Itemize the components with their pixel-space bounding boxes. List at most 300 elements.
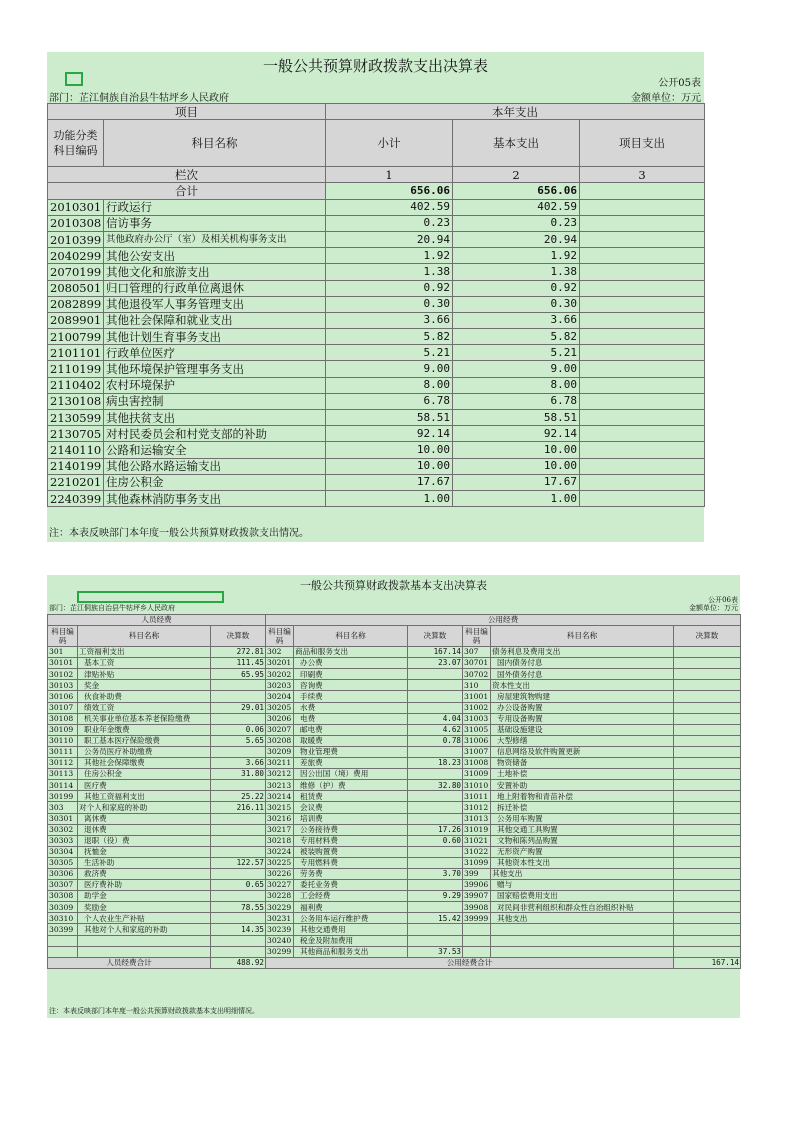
row-name[interactable]	[78, 935, 211, 946]
row-amount[interactable]	[674, 680, 741, 691]
row-name[interactable]: 专用燃料费	[294, 857, 408, 868]
row-amount[interactable]	[211, 946, 266, 957]
row-amount[interactable]	[408, 769, 463, 780]
row-code[interactable]: 30214	[266, 791, 294, 802]
row-code[interactable]: 39999	[463, 913, 491, 924]
row-name[interactable]	[491, 935, 674, 946]
row-code[interactable]: 31019	[463, 824, 491, 835]
row-name[interactable]: 资本性支出	[491, 680, 674, 691]
row-code[interactable]: 30399	[48, 924, 78, 935]
row-subject-name[interactable]: 行政运行	[104, 199, 326, 215]
row-code[interactable]: 30114	[48, 780, 78, 791]
row-amount[interactable]	[211, 680, 266, 691]
row-code[interactable]: 30101	[48, 658, 78, 669]
row-code[interactable]: 2082899	[48, 296, 104, 312]
row-code[interactable]: 31021	[463, 835, 491, 846]
row-subtotal[interactable]: 58.51	[326, 410, 453, 426]
row-subject-name[interactable]: 其他环境保护管理事务支出	[104, 361, 326, 377]
row-code[interactable]: 31006	[463, 735, 491, 746]
row-code[interactable]: 310	[463, 680, 491, 691]
row-code[interactable]: 2100799	[48, 329, 104, 345]
row-amount[interactable]: 29.01	[211, 702, 266, 713]
row-code[interactable]: 30307	[48, 880, 78, 891]
row-name[interactable]: 工资福利支出	[78, 647, 211, 658]
row-code[interactable]: 30301	[48, 813, 78, 824]
row-amount[interactable]	[211, 813, 266, 824]
row-subject-name[interactable]: 其他文化和旅游支出	[104, 264, 326, 280]
row-amount[interactable]	[408, 813, 463, 824]
row-amount[interactable]	[211, 746, 266, 757]
row-basic[interactable]: 1.00	[453, 490, 580, 506]
row-amount[interactable]	[674, 758, 741, 769]
row-amount[interactable]	[674, 824, 741, 835]
row-amount[interactable]: 272.81	[211, 647, 266, 658]
row-code[interactable]: 2010399	[48, 231, 104, 247]
row-name[interactable]: 文物和陈列品购置	[491, 835, 674, 846]
row-amount[interactable]	[211, 935, 266, 946]
row-amount[interactable]: 216.11	[211, 802, 266, 813]
row-basic[interactable]: 9.00	[453, 361, 580, 377]
row-amount[interactable]	[211, 713, 266, 724]
row-amount[interactable]	[211, 824, 266, 835]
row-amount[interactable]	[211, 846, 266, 857]
row-amount[interactable]: 9.29	[408, 891, 463, 902]
row-subtotal[interactable]: 0.30	[326, 296, 453, 312]
row-subject-name[interactable]: 归口管理的行政单位离退休	[104, 280, 326, 296]
row-name[interactable]	[491, 946, 674, 957]
row-basic[interactable]: 0.30	[453, 296, 580, 312]
row-code[interactable]: 301	[48, 647, 78, 658]
row-project[interactable]	[580, 442, 705, 458]
row-code[interactable]: 30215	[266, 802, 294, 813]
row-project[interactable]	[580, 199, 705, 215]
row-code[interactable]: 30211	[266, 758, 294, 769]
row-name[interactable]	[78, 946, 211, 957]
row-subject-name[interactable]: 对村民委员会和村党支部的补助	[104, 426, 326, 442]
row-amount[interactable]: 65.95	[211, 669, 266, 680]
row-amount[interactable]	[211, 891, 266, 902]
row-name[interactable]: 国外债务付息	[491, 669, 674, 680]
row-subject-name[interactable]: 其他社会保障和就业支出	[104, 312, 326, 328]
row-project[interactable]	[580, 329, 705, 345]
row-basic[interactable]: 3.66	[453, 312, 580, 328]
row-name[interactable]: 对个人和家庭的补助	[78, 802, 211, 813]
row-amount[interactable]	[674, 702, 741, 713]
row-amount[interactable]: 31.80	[211, 769, 266, 780]
row-name[interactable]: 手续费	[294, 691, 408, 702]
row-code[interactable]: 2210201	[48, 474, 104, 490]
row-name[interactable]: 绩效工资	[78, 702, 211, 713]
row-code[interactable]	[48, 935, 78, 946]
row-name[interactable]: 公务用车购置	[491, 813, 674, 824]
row-amount[interactable]: 17.26	[408, 824, 463, 835]
row-subject-name[interactable]: 其他公安支出	[104, 248, 326, 264]
row-code[interactable]: 30310	[48, 913, 78, 924]
row-name[interactable]: 地上附着物和青苗补偿	[491, 791, 674, 802]
row-project[interactable]	[580, 312, 705, 328]
row-name[interactable]: 抚恤金	[78, 846, 211, 857]
row-code[interactable]: 31005	[463, 724, 491, 735]
row-code[interactable]: 31011	[463, 791, 491, 802]
row-subtotal[interactable]: 8.00	[326, 377, 453, 393]
row-name[interactable]: 邮电费	[294, 724, 408, 735]
row-amount[interactable]: 5.65	[211, 735, 266, 746]
total-project[interactable]	[580, 183, 705, 199]
row-amount[interactable]	[211, 780, 266, 791]
row-subject-name[interactable]: 行政单位医疗	[104, 345, 326, 361]
row-code[interactable]: 31001	[463, 691, 491, 702]
row-subject-name[interactable]: 信访事务	[104, 215, 326, 231]
row-amount[interactable]: 15.42	[408, 913, 463, 924]
row-amount[interactable]	[674, 880, 741, 891]
row-project[interactable]	[580, 361, 705, 377]
row-name[interactable]: 大型修缮	[491, 735, 674, 746]
row-code[interactable]: 2130705	[48, 426, 104, 442]
row-basic[interactable]: 10.00	[453, 442, 580, 458]
row-name[interactable]: 退休费	[78, 824, 211, 835]
row-code[interactable]: 31013	[463, 813, 491, 824]
row-code[interactable]: 30204	[266, 691, 294, 702]
row-code[interactable]: 31022	[463, 846, 491, 857]
row-basic[interactable]: 0.92	[453, 280, 580, 296]
row-amount[interactable]	[674, 913, 741, 924]
row-code[interactable]: 30702	[463, 669, 491, 680]
row-amount[interactable]	[674, 669, 741, 680]
row-code[interactable]: 30107	[48, 702, 78, 713]
row-code[interactable]: 2110402	[48, 377, 104, 393]
row-name[interactable]: 工会经费	[294, 891, 408, 902]
row-name[interactable]: 公务接待费	[294, 824, 408, 835]
row-code[interactable]: 30110	[48, 735, 78, 746]
row-amount[interactable]: 4.62	[408, 724, 463, 735]
row-name[interactable]: 其他资本性支出	[491, 857, 674, 868]
row-amount[interactable]: 23.07	[408, 658, 463, 669]
row-amount[interactable]	[674, 791, 741, 802]
row-name[interactable]	[491, 924, 674, 935]
row-amount[interactable]	[408, 924, 463, 935]
row-code[interactable]	[463, 924, 491, 935]
row-amount[interactable]: 111.45	[211, 658, 266, 669]
row-code[interactable]: 30309	[48, 902, 78, 913]
row-amount[interactable]	[211, 835, 266, 846]
row-code[interactable]: 30111	[48, 746, 78, 757]
row-name[interactable]: 对民间非营利组织和群众性自治组织补贴	[491, 902, 674, 913]
row-name[interactable]: 赠与	[491, 880, 674, 891]
row-subject-name[interactable]: 其他公路水路运输支出	[104, 458, 326, 474]
row-amount[interactable]	[408, 680, 463, 691]
row-code[interactable]: 2140110	[48, 442, 104, 458]
row-code[interactable]: 31012	[463, 802, 491, 813]
row-basic[interactable]: 1.38	[453, 264, 580, 280]
row-subtotal[interactable]: 1.00	[326, 490, 453, 506]
row-name[interactable]: 物资储备	[491, 758, 674, 769]
row-name[interactable]: 办公费	[294, 658, 408, 669]
row-amount[interactable]	[674, 935, 741, 946]
row-code[interactable]: 30306	[48, 868, 78, 879]
row-code[interactable]: 30218	[266, 835, 294, 846]
row-code[interactable]: 30225	[266, 857, 294, 868]
row-name[interactable]: 电费	[294, 713, 408, 724]
row-amount[interactable]	[674, 691, 741, 702]
row-subject-name[interactable]: 农村环境保护	[104, 377, 326, 393]
row-name[interactable]: 救济费	[78, 868, 211, 879]
row-code[interactable]: 2240399	[48, 490, 104, 506]
row-name[interactable]: 住房公积金	[78, 769, 211, 780]
row-amount[interactable]: 167.14	[408, 647, 463, 658]
row-code[interactable]: 39907	[463, 891, 491, 902]
row-project[interactable]	[580, 410, 705, 426]
row-code[interactable]: 39908	[463, 902, 491, 913]
row-amount[interactable]	[408, 880, 463, 891]
row-project[interactable]	[580, 248, 705, 264]
row-name[interactable]: 因公出国（境）费用	[294, 769, 408, 780]
row-basic[interactable]: 10.00	[453, 458, 580, 474]
row-code[interactable]: 2010301	[48, 199, 104, 215]
row-name[interactable]: 医疗费补助	[78, 880, 211, 891]
row-name[interactable]: 其他社会保障缴费	[78, 758, 211, 769]
row-amount[interactable]	[408, 802, 463, 813]
row-subtotal[interactable]: 5.82	[326, 329, 453, 345]
row-amount[interactable]	[674, 658, 741, 669]
row-basic[interactable]: 1.92	[453, 248, 580, 264]
row-amount[interactable]	[674, 902, 741, 913]
row-code[interactable]: 30213	[266, 780, 294, 791]
row-code[interactable]: 303	[48, 802, 78, 813]
row-code[interactable]: 30226	[266, 868, 294, 879]
row-code[interactable]: 2089901	[48, 312, 104, 328]
row-code[interactable]: 399	[463, 868, 491, 879]
row-name[interactable]: 办公设备购置	[491, 702, 674, 713]
row-name[interactable]: 房屋建筑物购建	[491, 691, 674, 702]
row-project[interactable]	[580, 458, 705, 474]
row-name[interactable]: 伙食补助费	[78, 691, 211, 702]
row-subtotal[interactable]: 0.92	[326, 280, 453, 296]
row-amount[interactable]	[408, 669, 463, 680]
row-basic[interactable]: 8.00	[453, 377, 580, 393]
row-name[interactable]: 退职（役）费	[78, 835, 211, 846]
row-name[interactable]: 安置补助	[491, 780, 674, 791]
row-name[interactable]: 租赁费	[294, 791, 408, 802]
row-basic[interactable]: 402.59	[453, 199, 580, 215]
row-amount[interactable]: 4.04	[408, 713, 463, 724]
row-name[interactable]: 劳务费	[294, 868, 408, 879]
row-amount[interactable]	[674, 746, 741, 757]
row-code[interactable]: 2040299	[48, 248, 104, 264]
row-amount[interactable]: 0.60	[408, 835, 463, 846]
row-code[interactable]: 30102	[48, 669, 78, 680]
row-name[interactable]: 福利费	[294, 902, 408, 913]
row-name[interactable]: 公务用车运行维护费	[294, 913, 408, 924]
row-code[interactable]: 30108	[48, 713, 78, 724]
row-code[interactable]: 30209	[266, 746, 294, 757]
row-amount[interactable]	[408, 935, 463, 946]
row-code[interactable]: 30227	[266, 880, 294, 891]
row-project[interactable]	[580, 426, 705, 442]
row-code[interactable]: 30299	[266, 946, 294, 957]
row-project[interactable]	[580, 474, 705, 490]
row-amount[interactable]	[674, 802, 741, 813]
row-code[interactable]: 30203	[266, 680, 294, 691]
row-amount[interactable]: 14.35	[211, 924, 266, 935]
row-amount[interactable]	[408, 902, 463, 913]
row-code[interactable]: 31003	[463, 713, 491, 724]
row-name[interactable]: 其他工资福利支出	[78, 791, 211, 802]
row-code[interactable]: 31008	[463, 758, 491, 769]
row-basic[interactable]: 17.67	[453, 474, 580, 490]
total-subtotal[interactable]: 656.06	[326, 183, 453, 199]
row-name[interactable]: 国内债务付息	[491, 658, 674, 669]
row-code[interactable]: 30103	[48, 680, 78, 691]
row-project[interactable]	[580, 215, 705, 231]
row-subtotal[interactable]: 1.38	[326, 264, 453, 280]
row-code[interactable]: 30212	[266, 769, 294, 780]
row-name[interactable]: 水费	[294, 702, 408, 713]
row-code[interactable]	[463, 935, 491, 946]
row-name[interactable]: 物业管理费	[294, 746, 408, 757]
row-amount[interactable]: 0.78	[408, 735, 463, 746]
row-subject-name[interactable]: 其他计划生育事务支出	[104, 329, 326, 345]
row-amount[interactable]	[674, 769, 741, 780]
row-name[interactable]: 咨询费	[294, 680, 408, 691]
row-amount[interactable]	[408, 746, 463, 757]
row-basic[interactable]: 0.23	[453, 215, 580, 231]
row-name[interactable]: 土地补偿	[491, 769, 674, 780]
row-basic[interactable]: 58.51	[453, 410, 580, 426]
row-code[interactable]: 31010	[463, 780, 491, 791]
row-code[interactable]: 30305	[48, 857, 78, 868]
row-name[interactable]: 生活补助	[78, 857, 211, 868]
row-name[interactable]: 基本工资	[78, 658, 211, 669]
row-code[interactable]: 30224	[266, 846, 294, 857]
row-code[interactable]: 2101101	[48, 345, 104, 361]
row-code[interactable]: 30231	[266, 913, 294, 924]
row-project[interactable]	[580, 377, 705, 393]
row-project[interactable]	[580, 231, 705, 247]
row-amount[interactable]	[674, 857, 741, 868]
cell-selection-box[interactable]	[77, 591, 224, 603]
row-code[interactable]: 2080501	[48, 280, 104, 296]
row-name[interactable]: 债务利息及费用支出	[491, 647, 674, 658]
row-amount[interactable]	[674, 724, 741, 735]
row-code[interactable]: 39906	[463, 880, 491, 891]
row-amount[interactable]	[674, 846, 741, 857]
row-code[interactable]: 30240	[266, 935, 294, 946]
row-name[interactable]: 医疗费	[78, 780, 211, 791]
row-code[interactable]: 30217	[266, 824, 294, 835]
row-name[interactable]: 国家赔偿费用支出	[491, 891, 674, 902]
row-subtotal[interactable]: 402.59	[326, 199, 453, 215]
row-amount[interactable]	[674, 946, 741, 957]
row-amount[interactable]: 0.65	[211, 880, 266, 891]
row-amount[interactable]: 32.80	[408, 780, 463, 791]
row-subtotal[interactable]: 92.14	[326, 426, 453, 442]
row-name[interactable]: 其他商品和服务支出	[294, 946, 408, 957]
row-code[interactable]: 30106	[48, 691, 78, 702]
row-code[interactable]: 2140199	[48, 458, 104, 474]
row-name[interactable]: 其他对个人和家庭的补助	[78, 924, 211, 935]
row-amount[interactable]	[211, 691, 266, 702]
row-subject-name[interactable]: 住房公积金	[104, 474, 326, 490]
row-subtotal[interactable]: 5.21	[326, 345, 453, 361]
row-subject-name[interactable]: 公路和运输安全	[104, 442, 326, 458]
row-subject-name[interactable]: 其他退役军人事务管理支出	[104, 296, 326, 312]
row-code[interactable]: 30199	[48, 791, 78, 802]
row-amount[interactable]	[674, 891, 741, 902]
row-name[interactable]: 取暖费	[294, 735, 408, 746]
row-code[interactable]: 30207	[266, 724, 294, 735]
row-subtotal[interactable]: 10.00	[326, 458, 453, 474]
row-project[interactable]	[580, 393, 705, 409]
row-project[interactable]	[580, 490, 705, 506]
row-amount[interactable]	[674, 735, 741, 746]
row-name[interactable]: 助学金	[78, 891, 211, 902]
row-name[interactable]: 其他支出	[491, 913, 674, 924]
row-subtotal[interactable]: 9.00	[326, 361, 453, 377]
row-name[interactable]: 机关事业单位基本养老保险缴费	[78, 713, 211, 724]
row-code[interactable]: 30303	[48, 835, 78, 846]
row-name[interactable]: 职业年金缴费	[78, 724, 211, 735]
row-code[interactable]: 30229	[266, 902, 294, 913]
row-name[interactable]: 个人农业生产补贴	[78, 913, 211, 924]
row-subtotal[interactable]: 3.66	[326, 312, 453, 328]
row-name[interactable]: 职工基本医疗保险缴费	[78, 735, 211, 746]
row-name[interactable]: 无形资产购置	[491, 846, 674, 857]
public-total-value[interactable]: 167.14	[674, 957, 741, 968]
row-code[interactable]: 30109	[48, 724, 78, 735]
row-name[interactable]: 培训费	[294, 813, 408, 824]
row-name[interactable]: 奖金	[78, 680, 211, 691]
row-code[interactable]: 31099	[463, 857, 491, 868]
row-amount[interactable]	[211, 868, 266, 879]
row-subtotal[interactable]: 6.78	[326, 393, 453, 409]
row-amount[interactable]: 3.66	[211, 758, 266, 769]
row-code[interactable]: 30239	[266, 924, 294, 935]
row-code[interactable]: 30228	[266, 891, 294, 902]
row-amount[interactable]	[674, 780, 741, 791]
row-code[interactable]: 30206	[266, 713, 294, 724]
row-code[interactable]: 30208	[266, 735, 294, 746]
row-amount[interactable]	[408, 702, 463, 713]
row-name[interactable]: 印刷费	[294, 669, 408, 680]
row-amount[interactable]	[211, 913, 266, 924]
row-amount[interactable]	[408, 846, 463, 857]
row-name[interactable]: 其他交通费用	[294, 924, 408, 935]
row-code[interactable]	[48, 946, 78, 957]
row-code[interactable]: 307	[463, 647, 491, 658]
row-name[interactable]: 公务员医疗补助缴费	[78, 746, 211, 757]
row-amount[interactable]	[674, 713, 741, 724]
row-subtotal[interactable]: 20.94	[326, 231, 453, 247]
row-name[interactable]: 专用材料费	[294, 835, 408, 846]
row-basic[interactable]: 5.21	[453, 345, 580, 361]
row-code[interactable]: 31007	[463, 746, 491, 757]
row-name[interactable]: 被装购置费	[294, 846, 408, 857]
row-name[interactable]: 奖励金	[78, 902, 211, 913]
row-amount[interactable]: 37.53	[408, 946, 463, 957]
row-amount[interactable]	[408, 857, 463, 868]
row-code[interactable]: 2010308	[48, 215, 104, 231]
row-name[interactable]: 其他交通工具购置	[491, 824, 674, 835]
row-amount[interactable]	[674, 813, 741, 824]
row-code[interactable]: 2070199	[48, 264, 104, 280]
row-subtotal[interactable]: 0.23	[326, 215, 453, 231]
row-code[interactable]: 30205	[266, 702, 294, 713]
row-name[interactable]: 委托业务费	[294, 880, 408, 891]
row-subtotal[interactable]: 17.67	[326, 474, 453, 490]
row-amount[interactable]	[674, 868, 741, 879]
row-name[interactable]: 商品和服务支出	[294, 647, 408, 658]
row-code[interactable]: 2110199	[48, 361, 104, 377]
